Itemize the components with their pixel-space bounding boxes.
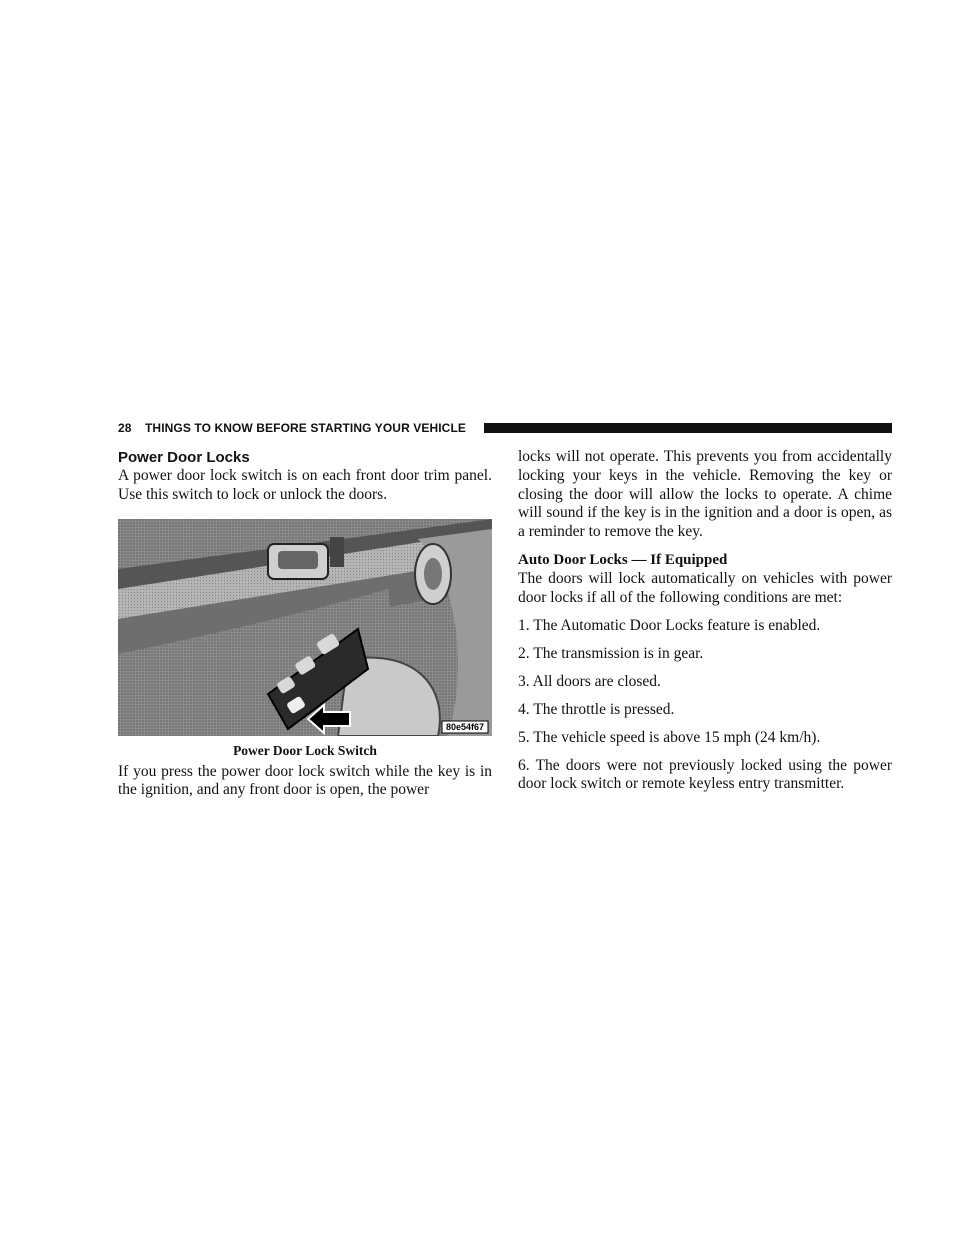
power-door-locks-body: If you press the power door lock switch while the key is in the ignition, and any front door is open, the power xyxy=(118,762,492,799)
list-item: 2. The transmission is in gear. xyxy=(518,644,704,662)
header-rule xyxy=(484,423,892,433)
door-panel-drawing xyxy=(118,519,492,736)
figure-code: 80e54f67 xyxy=(445,721,485,732)
left-column xyxy=(118,448,492,800)
conditions-list xyxy=(518,617,892,795)
list-item: 6. The doors were not previously locked using the power door lock switch or remote keyless entry transmitter. xyxy=(518,756,892,793)
auto-door-locks-heading: Auto Door Locks — If Equipped xyxy=(518,551,728,568)
page-number: 28 xyxy=(118,421,132,435)
auto-door-locks-intro: The doors will lock automatically on vehicles with power door locks if all of the following conditions are met: xyxy=(518,569,892,606)
door-panel-illustration xyxy=(118,519,492,736)
figure-caption: Power Door Lock Switch xyxy=(233,742,377,758)
power-door-locks-heading: Power Door Locks xyxy=(118,449,250,466)
page-header xyxy=(118,419,892,437)
section-title: THINGS TO KNOW BEFORE STARTING YOUR VEHICLE xyxy=(145,421,466,435)
continuation-paragraph: locks will not operate. This prevents you from accidentally locking your keys in the vehicle. Removing the key or closing the door will allow the locks to operate. A chime will sound if the key is in the ignition and a door is open, as a reminder to remove the key. xyxy=(518,448,892,541)
power-door-locks-intro: A power door lock switch is on each front door trim panel. Use this switch to lock or unlock the doors. xyxy=(118,467,492,503)
list-item: 5. The vehicle speed is above 15 mph (24 km/h). xyxy=(518,728,821,746)
list-item: 1. The Automatic Door Locks feature is enabled. xyxy=(518,616,821,634)
right-column xyxy=(518,448,892,794)
list-item: 4. The throttle is pressed. xyxy=(518,700,675,718)
list-item: 3. All doors are closed. xyxy=(518,672,661,690)
